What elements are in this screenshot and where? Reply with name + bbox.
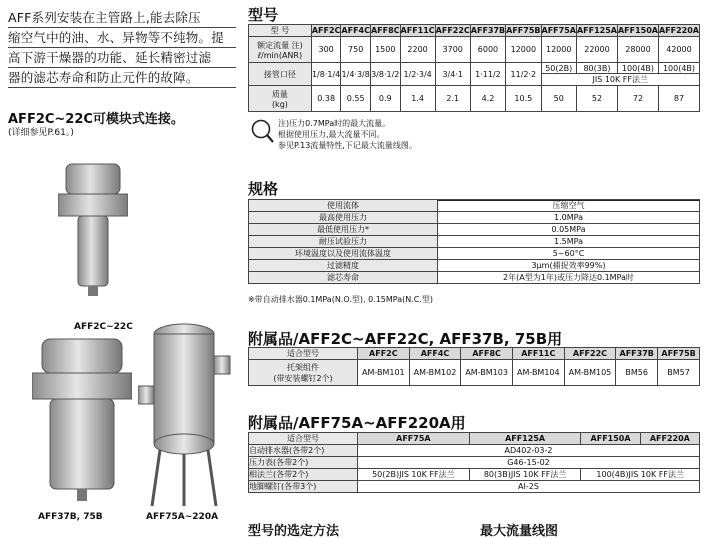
acc2-section-title: 附属品/AFF75A~AFF220A用 [248,412,700,435]
port-label: 接管口径 [249,63,312,86]
flange-cell: 50(2B) [541,63,576,74]
spec-value: 1.5MPa [438,236,700,248]
flow-cell: 12000 [541,37,576,63]
flow-cell: 42000 [658,37,699,63]
model-col: AFF75B [506,26,541,35]
acc2-model: AFF220A [640,433,699,445]
acc1-model: AFF22C [564,348,616,360]
mass-cell: 0.55 [341,86,371,112]
acc2-row-label: 自动排水器(各带2个) [249,445,358,457]
intro-line: 缩空气中的油、水、异物等不纯物。提 [8,28,236,48]
mass-cell: 10.5 [506,86,541,112]
acc1-model: AFF2C [358,348,410,360]
model-section-title: 型号 [248,4,700,27]
mass-cell: 2.1 [435,86,470,112]
port-cell: 3/4·1 [435,63,470,86]
acc2-value: 100(4B)JIS 10K FF法兰 [581,469,700,481]
acc1-model: AFF75B [658,348,700,360]
note-line: 注)压力0.7MPa时的最大流量。 [278,119,391,128]
acc1-value: AM-BM102 [409,360,461,386]
flange-cell: 80(3B) [576,63,617,74]
model-col: AFF75A [541,26,576,35]
acc1-model: AFF11C [512,348,564,360]
port-cell: 1/2·3/4 [400,63,435,86]
spec-table [248,199,700,284]
flow-label: 额定流量 注) ℓ/min(ANR) [249,37,312,63]
magnifier-icon [250,118,274,144]
flow-cell: 12000 [506,37,541,63]
spec-label: 使用流体 [249,200,438,212]
acc1-value: AM-BM105 [564,360,616,386]
spec-value: 压缩空气 [438,200,700,212]
mass-cell: 50 [541,86,576,112]
acc1-value: BM57 [658,360,700,386]
modular-heading: AFF2C~22C可模块式连接。 [8,112,184,127]
acc2-model: AFF125A [469,433,581,445]
acc2-row-label: 压力表(各带2个) [249,457,358,469]
spec-value: 0.05MPa [438,224,700,236]
acc1-value: AM-BM103 [461,360,513,386]
model-col: AFF22C [435,26,470,35]
acc2-row-label: 地脚螺钉(各带3个) [249,481,358,493]
port-cell: 1/4·3/8 [341,63,371,86]
product-label: AFF75A~220A [146,512,219,522]
port-cell: 1/8·1/4 [311,63,341,86]
acc1-model: AFF8C [461,348,513,360]
flow-cell: 2200 [400,37,435,63]
note-line: 参见P.13流量特性,下记最大流量线图。 [278,141,417,150]
mass-cell: 0.38 [311,86,341,112]
spec-label: 耐压试验压力 [249,236,438,248]
mass-cell: 1.4 [400,86,435,112]
port-cell: 1·11/2 [470,63,505,86]
mass-cell: 72 [617,86,658,112]
model-col: AFF4C [341,26,370,35]
acc1-value: AM-BM104 [512,360,564,386]
acc2-row-label: 相法兰(各带2个) [249,469,358,481]
intro-line: AFF系列安装在主管路上,能去除压 [8,8,236,28]
model-col: AFF125A [576,26,617,35]
intro-line: 高下游干燥器的功能、延长精密过滤 [8,48,236,68]
spec-value: 3μm(捕捉效率99%) [438,260,700,272]
spec-label: 过滤精度 [249,260,438,272]
mass-cell: 87 [658,86,699,112]
spec-label: 最高使用压力 [249,212,438,224]
spec-value: 5~60°C [438,248,700,260]
flange-note: JIS 10K FF法兰 [541,74,700,86]
acc2-value: 80(3B)JIS 10K FF法兰 [469,469,581,481]
flow-cell: 22000 [576,37,617,63]
intro-paragraph [8,8,236,88]
flow-cell: 3700 [435,37,470,63]
note-line: 根据使用压力,最大流量不同。 [278,130,385,139]
acc1-header-label: 适合型号 [249,348,358,360]
model-col: AFF150A [617,26,658,35]
model-col: AFF220A [658,26,699,35]
spec-label: 环境温度以及使用流体温度 [249,248,438,260]
acc2-value: G46-15-02 [358,457,700,469]
spec-value: 1.0MPa [438,212,700,224]
product-label: AFF2C~22C [74,322,133,332]
flow-cell: 28000 [617,37,658,63]
mass-cell: 0.9 [370,86,400,112]
acc1-section-title: 附属品/AFF2C~AFF22C, AFF37B, 75B用 [248,328,700,351]
acc1-table [248,347,700,386]
flow-cell: 300 [311,37,341,63]
acc2-value: 50(2B)JIS 10K FF法兰 [358,469,470,481]
flange-cell: 100(4B) [617,63,658,74]
bottom-heading: 型号的选定方法 [248,524,340,539]
flow-cell: 6000 [470,37,505,63]
spec-label: 最低使用压力* [249,224,438,236]
acc1-model: AFF37B [616,348,658,360]
acc1-row-label: 托架组件 (带安装螺钉2个) [249,360,358,386]
modular-note: (详细参见P.61。) [8,128,74,138]
product-label: AFF37B, 75B [38,512,103,522]
intro-line: 器的滤芯寿命和防止元件的故障。 [8,68,236,88]
model-table [248,24,700,112]
acc2-model: AFF150A [581,433,640,445]
acc2-value: AI-2S [358,481,700,493]
model-header-label: 型 号 [249,25,312,37]
spec-footnote: ※带自动排水器0.1MPa(N.O.型), 0.15MPa(N.C.型) [248,295,434,304]
port-cell: 11/2·2 [506,63,541,86]
acc2-table [248,432,700,493]
spec-label: 滤芯寿命 [249,272,438,284]
model-col: AFF2C [311,26,341,35]
product-image-aff37b [32,335,132,505]
model-col: AFF8C [370,26,400,35]
acc1-value: AM-BM101 [358,360,410,386]
model-col: AFF37B [470,26,506,35]
product-image-aff2c [58,160,128,300]
acc1-value: BM56 [616,360,658,386]
flange-cell: 100(4B) [658,63,699,74]
bottom-heading: 最大流量线图 [480,524,559,539]
flow-cell: 1500 [370,37,400,63]
acc2-model: AFF75A [358,433,470,445]
spec-section-title: 规格 [248,178,700,201]
mass-cell: 4.2 [470,86,505,112]
acc2-value: AD402-03-2 [358,445,700,457]
flow-cell: 750 [341,37,371,63]
acc2-header-label: 适合型号 [249,433,358,445]
model-col: AFF11C [400,26,435,35]
port-cell: 3/8·1/2 [370,63,400,86]
model-notes [278,118,417,151]
mass-label: 质量 (kg) [249,86,312,112]
acc1-model: AFF4C [409,348,461,360]
product-image-aff75a [138,320,233,510]
mass-cell: 52 [576,86,617,112]
spec-value: 2年(A型为1年)或压力降达0.1MPa时 [438,272,700,284]
